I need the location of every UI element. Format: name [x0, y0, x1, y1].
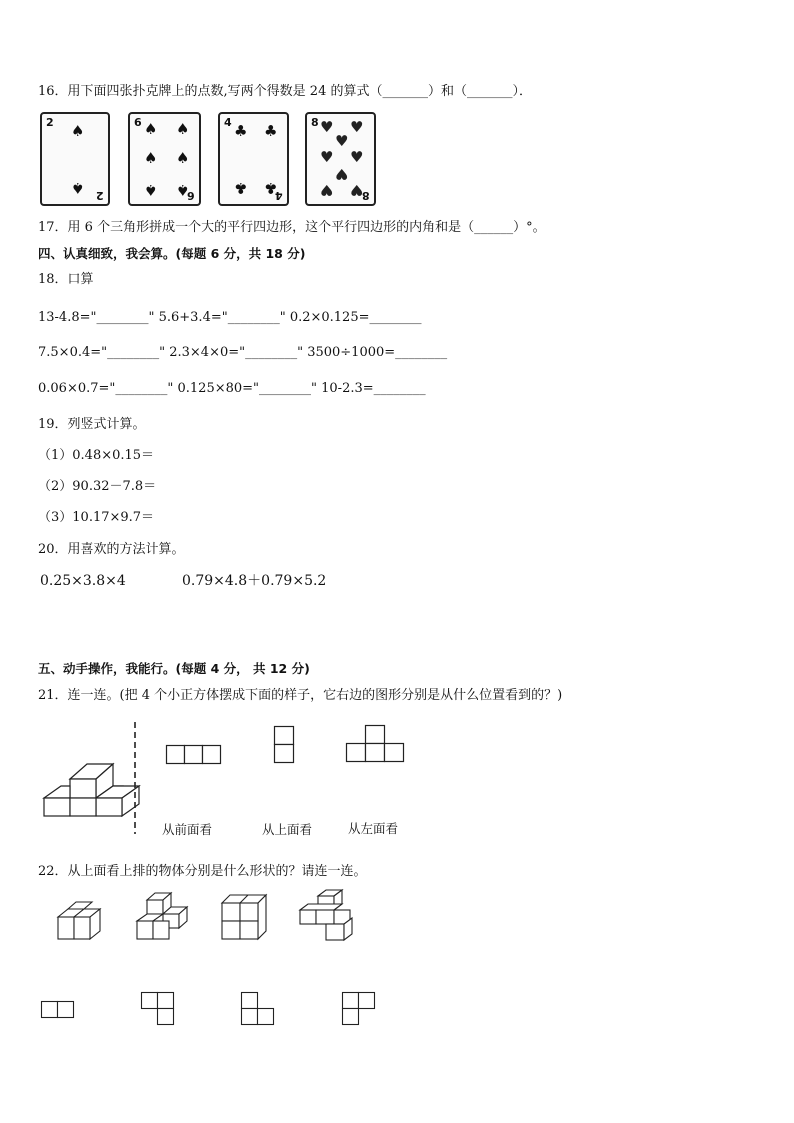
top-view-shape — [274, 726, 296, 764]
question-18-title: 18．口算 — [38, 272, 94, 287]
vertical-calc-item-2: （2）90.32－7.8＝ — [38, 479, 157, 494]
card-rank: 2 — [46, 116, 54, 129]
top-view-option-4 — [342, 992, 378, 1028]
card-rank: 4 — [275, 189, 283, 202]
cube-stack-figure — [44, 764, 134, 836]
heart-icon: ♥ — [320, 181, 334, 199]
solid-object-4 — [300, 890, 354, 944]
front-view-shape — [166, 745, 222, 765]
section-5-heading: 五、动手操作，我能行。(每题 4 分， 共 12 分) — [38, 661, 310, 676]
mental-math-row-3: 0.06×0.7="________" 0.125×80="________" 10-2.3=________ — [38, 381, 426, 396]
spade-icon: ♠ — [176, 181, 190, 199]
spade-icon: ♠ — [71, 122, 85, 140]
cube-front-face — [96, 798, 122, 816]
mental-math-row-1: 13-4.8="________" 5.6+3.4="________" 0.2×0.125=________ — [38, 310, 422, 325]
spade-icon: ♠ — [144, 149, 158, 167]
card-rank: 6 — [187, 189, 195, 202]
card-rank: 8 — [311, 116, 319, 129]
playing-card-2-spades — [40, 112, 110, 206]
top-view-option-2 — [141, 992, 177, 1028]
heart-icon: ♥ — [320, 148, 334, 166]
question-22-title: 22．从上面看上排的物体分别是什么形状的？请连一连。 — [38, 864, 367, 879]
solid-object-3 — [222, 895, 270, 941]
card-rank: 8 — [362, 189, 370, 202]
top-view-option-3 — [241, 992, 277, 1028]
cube-front-face — [70, 798, 96, 816]
playing-card-4-clubs — [218, 112, 289, 206]
playing-card-8-hearts — [305, 112, 376, 206]
club-icon: ♣ — [234, 122, 248, 140]
label-left-view: 从左面看 — [348, 821, 399, 836]
section-4-heading: 四、认真细致，我会算。(每题 6 分，共 18 分) — [38, 246, 306, 261]
heart-icon: ♥ — [320, 118, 334, 136]
vertical-calc-item-3: （3）10.17×9.7＝ — [38, 510, 155, 525]
heart-icon: ♥ — [335, 132, 349, 150]
expression-1: 0.25×3.8×4 — [40, 573, 126, 589]
cube-top-face — [44, 786, 70, 798]
cube-front-face — [44, 798, 70, 816]
question-20-title: 20．用喜欢的方法计算。 — [38, 542, 185, 557]
label-top-view: 从上面看 — [262, 822, 313, 837]
top-view-option-1 — [41, 1001, 77, 1019]
question-19-title: 19．列竖式计算。 — [38, 417, 146, 432]
left-view-shape — [346, 725, 406, 765]
spade-icon: ♠ — [176, 120, 190, 138]
playing-card-6-spades — [128, 112, 201, 206]
spade-icon: ♠ — [144, 181, 158, 199]
question-21-title: 21．连一连。(把 4 个小正方体摆成下面的样子，它右边的图形分别是从什么位置看到的？) — [38, 688, 563, 703]
question-16: 16．用下面四张扑克牌上的点数,写两个得数是 24 的算式（_______）和（_______）． — [38, 84, 532, 99]
solid-object-1 — [58, 905, 104, 941]
heart-icon: ♥ — [350, 148, 364, 166]
dashed-divider — [133, 722, 137, 834]
spade-icon: ♠ — [71, 179, 85, 197]
club-icon: ♣ — [264, 179, 278, 197]
heart-icon: ♥ — [335, 165, 349, 183]
card-rank: 6 — [134, 116, 142, 129]
spade-icon: ♠ — [144, 120, 158, 138]
mental-math-row-2: 7.5×0.4="________" 2.3×4×0="________" 3500÷1000=________ — [38, 345, 448, 360]
expression-2: 0.79×4.8＋0.79×5.2 — [182, 573, 327, 589]
solid-object-2 — [137, 893, 189, 945]
club-icon: ♣ — [264, 122, 278, 140]
heart-icon: ♥ — [350, 118, 364, 136]
spade-icon: ♠ — [176, 149, 190, 167]
cube-front-face — [70, 779, 96, 798]
card-rank: 4 — [224, 116, 232, 129]
card-rank: 2 — [96, 189, 104, 202]
vertical-calc-item-1: （1）0.48×0.15＝ — [38, 448, 155, 463]
heart-icon: ♥ — [350, 181, 364, 199]
question-17: 17．用 6 个三角形拼成一个大的平行四边形，这个平行四边形的内角和是（______）°。 — [38, 220, 546, 235]
club-icon: ♣ — [234, 179, 248, 197]
label-front-view: 从前面看 — [162, 822, 213, 837]
